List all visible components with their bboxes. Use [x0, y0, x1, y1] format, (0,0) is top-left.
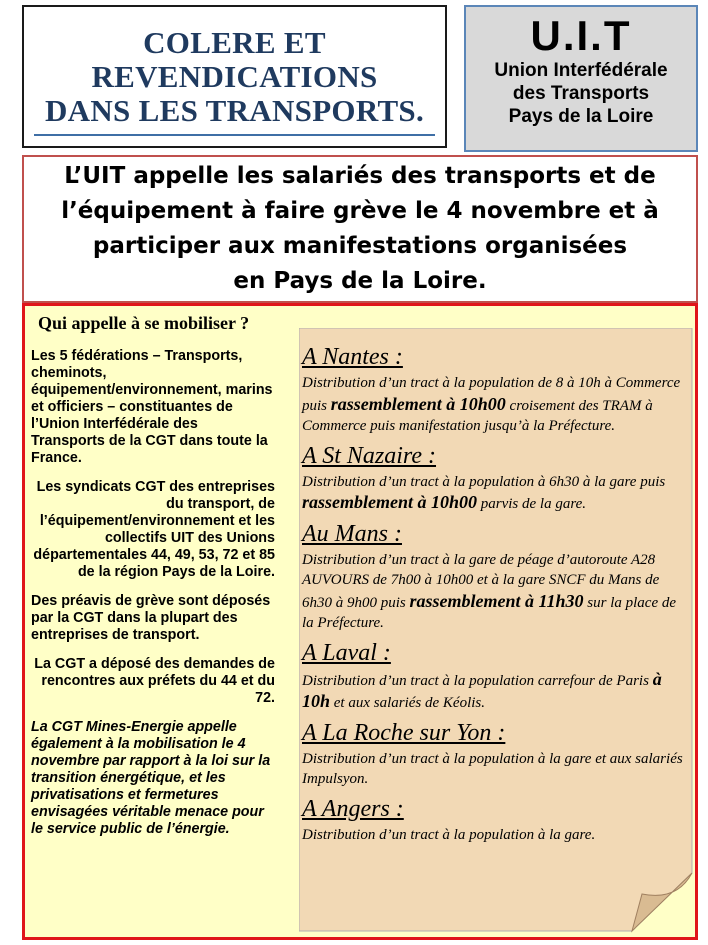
events-note: [299, 328, 694, 933]
desc-st-nazaire: Distribution d’un tract à la population à 6h30 à la gare puis rassemblement à 10h00 parvis de la gare.: [302, 473, 666, 512]
title-underline: [34, 134, 435, 136]
strike-notice-paragraph: Des préavis de grève sont déposés par la CGT dans la plupart des entreprises de transport.: [31, 593, 271, 643]
event-la-roche-sur-yon: [302, 720, 684, 790]
call-line-2: l’équipement à faire grève le 4 novembre et à: [61, 198, 659, 224]
city-le-mans: Au Mans :: [302, 520, 402, 547]
unions-paragraph: Les syndicats CGT des entreprises du transport, de l’équipement/environnement et les collectifs UIT des Unions départementales 44, 49, 53, 72 et 85 de la région Pays de la Loire.: [33, 479, 275, 580]
highlight-laval: à 10h: [302, 668, 662, 711]
call-line-4: en Pays de la Loire.: [233, 268, 487, 294]
event-le-mans: [302, 521, 684, 634]
org-box: [464, 5, 698, 152]
question-heading: Qui appelle à se mobiliser ?: [38, 313, 250, 333]
city-laval: A Laval :: [302, 639, 391, 666]
main-panel: [22, 303, 698, 940]
strike-call-box: [22, 155, 698, 303]
highlight-le-mans: rassemblement à 11h30: [409, 590, 584, 611]
org-name-line-3: Pays de la Loire: [508, 106, 654, 127]
event-st-nazaire: [302, 443, 684, 515]
call-line-3: participer aux manifestations organisées: [92, 233, 628, 259]
call-line-1: L’UIT appelle les salariés des transports et de: [64, 163, 656, 189]
org-acronym: U.I.T: [530, 12, 632, 59]
desc-laval: Distribution d’un tract à la population carrefour de Paris à 10h et aux salariés de Kéolis.: [302, 668, 662, 711]
mines-energie-paragraph: La CGT Mines-Energie appelle également à la mobilisation le 4 novembre par rapport à la loi sur la transition énergétique, et les privatisations et fermetures envisagées véritable menace pour le service public de l’énergie.: [31, 719, 271, 837]
desc-la-roche-sur-yon: Distribution d’un tract à la population à la gare et aux salariés Impulsyon.: [302, 750, 683, 787]
city-la-roche-sur-yon: A La Roche sur Yon :: [302, 719, 506, 746]
city-st-nazaire: A St Nazaire :: [302, 442, 437, 469]
title-line-3: DANS LES TRANSPORTS.: [44, 92, 425, 128]
highlight-nantes: rassemblement à 10h00: [330, 393, 506, 414]
desc-angers: Distribution d’un tract à la population à la gare.: [302, 826, 596, 843]
org-name-line-2: des Transports: [512, 83, 650, 104]
city-angers: A Angers :: [302, 795, 404, 822]
title-line-2: REVENDICATIONS: [91, 58, 378, 94]
title-box: [22, 5, 447, 148]
events-list: [302, 344, 684, 851]
prefect-meeting-paragraph: La CGT a déposé des demandes de rencontres aux préfets du 44 et du 72.: [34, 656, 275, 706]
federations-paragraph: Les 5 fédérations – Transports, cheminots, équipement/environnement, marins et officiers – constituantes de l’Union Interfédérale des Transports de la CGT dans toute la France.: [31, 348, 273, 466]
left-column: [31, 348, 275, 850]
event-laval: [302, 640, 684, 714]
event-nantes: [302, 344, 684, 437]
highlight-st-nazaire: rassemblement à 10h00: [302, 492, 478, 512]
desc-le-mans: Distribution d’un tract à la gare de péage d’autoroute A28 AUVOURS de 7h00 à 10h00 et à la gare SNCF du Mans de 6h30 à 9h00 puis rassemblement à 11h30 sur la place de la Préfecture.: [302, 551, 677, 631]
org-name-line-1: Union Interfédérale: [494, 60, 668, 81]
title-line-1: COLERE ET: [143, 24, 326, 60]
desc-nantes: Distribution d’un tract à la population de 8 à 10h à Commerce puis rassemblement à 10h00 croisement des TRAM à Commerce puis manifestation jusqu’à la Préfecture.: [302, 375, 681, 434]
event-angers: [302, 796, 684, 846]
city-nantes: A Nantes :: [302, 344, 403, 370]
